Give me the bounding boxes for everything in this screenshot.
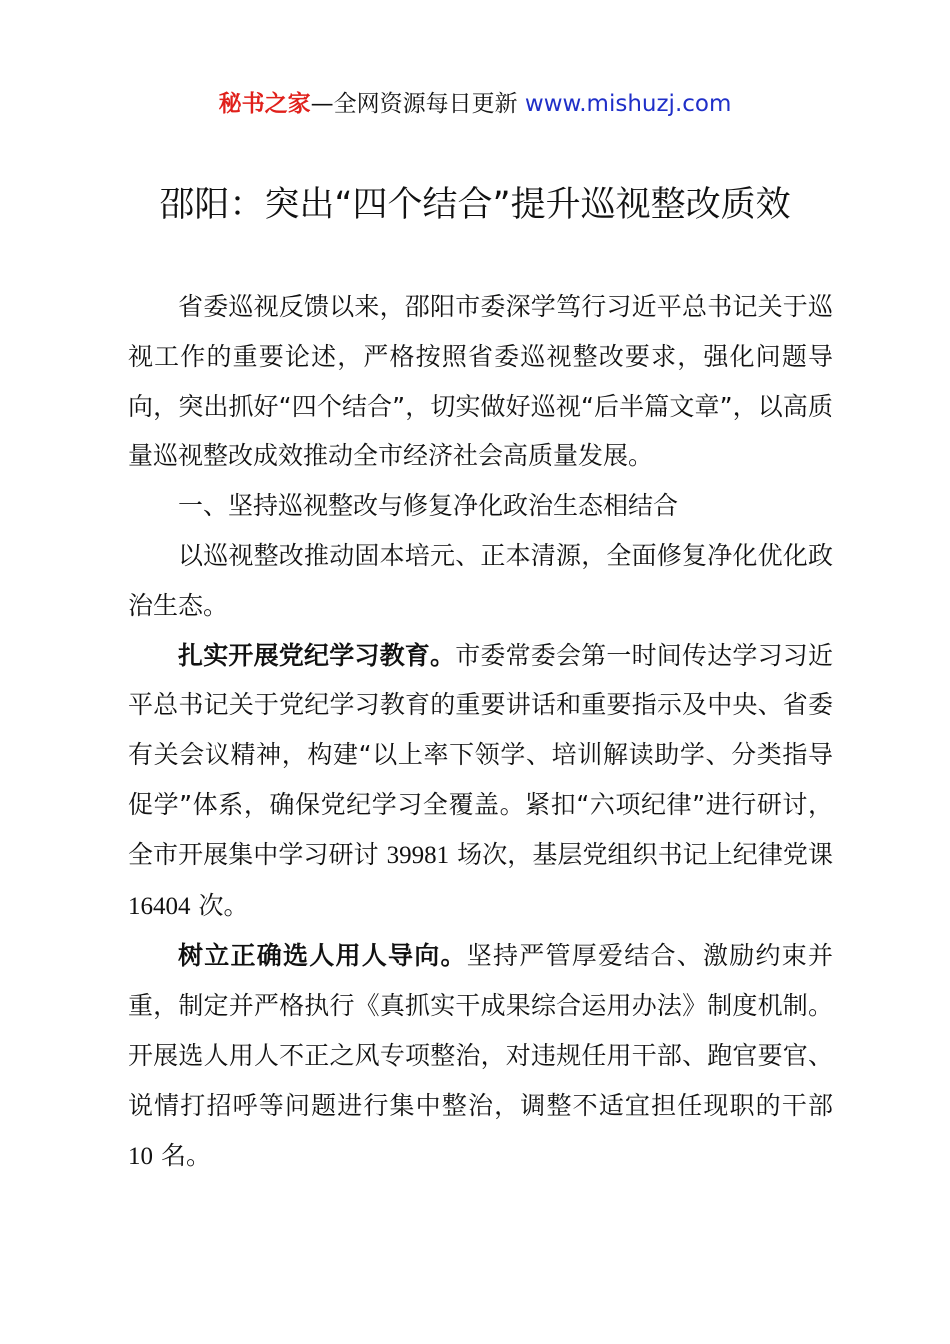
paragraph-text: 市委常委会第一时间传达学习习近平总书记关于党纪学习教育的重要讲话和重要指示及中央、省委有关会议精神，构建“以上率下领学、培训解读助学、分类指导促学”体系，确保党纪学习全覆盖。紧扣“六项纪律”进行研讨，全市开展集中学习研讨	[128, 640, 833, 869]
header-slogan: —全网资源每日更新	[310, 91, 518, 117]
paragraph-lead: 树立正确选人用人导向。	[178, 941, 467, 971]
intro-paragraph: 省委巡视反馈以来，邵阳市委深学笃行习近平总书记关于巡视工作的重要论述，严格按照省委巡视整改要求，强化问题导向，突出抓好“四个结合”，切实做好巡视“后半篇文章”，以高质量巡视整改成效推动全市经济社会高质量发展。	[128, 292, 833, 471]
paragraph-text: 次。	[190, 890, 249, 920]
paragraph-text: 场次，基层党组织书记上纪律党课	[449, 839, 833, 869]
paragraph-party-discipline	[128, 631, 833, 932]
brand-name: 秘书之家	[218, 91, 311, 117]
site-header	[0, 86, 950, 122]
paragraph-lead: 扎实开展党纪学习教育。	[178, 640, 456, 670]
site-url-link[interactable]: www.mishuzj.com	[524, 91, 732, 117]
section-intro-paragraph: 以巡视整改推动固本培元、正本清源，全面修复净化优化政治生态。	[128, 540, 833, 620]
section-heading: 一、坚持巡视整改与修复净化政治生态相结合	[178, 491, 679, 521]
document-title: 邵阳：突出“四个结合”提升巡视整改质效	[159, 185, 791, 225]
statistic-number: 10	[128, 1142, 153, 1170]
statistic-number: 16404	[128, 892, 191, 920]
statistic-number: 39981	[386, 841, 450, 869]
paragraph-text: 名。	[153, 1140, 211, 1170]
paragraph-personnel-selection	[128, 931, 833, 1181]
document-body	[128, 282, 833, 1181]
paragraph-text: 坚持严管厚爱结合、激励约束并重，制定并严格执行《真抓实干成果综合运用办法》制度机制。开展选人用人不正之风专项整治，对违规任用干部、跑官要官、说情打招呼等问题进行集中整治，调整不适宜担任现职的干部	[128, 941, 833, 1120]
